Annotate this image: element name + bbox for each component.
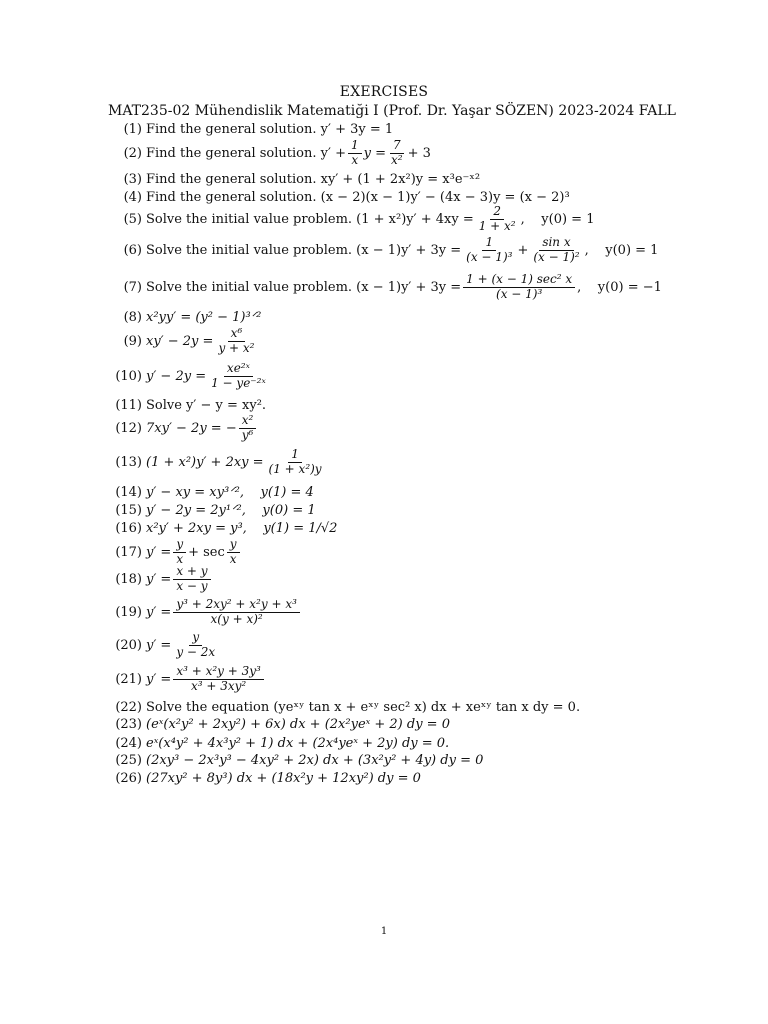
fraction [173,665,264,694]
exercise-prefix: xy′ − 2y = [146,333,214,349]
exercise-suffix: + 3 [407,145,431,161]
exercise-13 [106,448,746,477]
exercise-7 [106,273,746,302]
exercise-15 [106,503,746,518]
exercise-number: (22) [115,700,142,715]
denominator: (x − 1)³ [466,249,513,264]
numerator: 1 [482,236,496,251]
numerator: y [189,631,202,646]
fraction [173,538,186,567]
exercise-22 [106,700,746,715]
exercise-text: (eˣ(x²y² + 2xy²) + 6x) dx + (2x²yeˣ + 2) dy = 0 [146,717,450,732]
fraction [215,327,257,356]
exercise-4 [106,190,746,205]
exercise-suffix: , y(0) = 1 [584,242,659,258]
page-number: 1 [380,926,388,937]
exercise-11 [106,398,746,413]
numerator: 1 [288,448,302,463]
numerator: y [173,538,186,553]
exercise-number: (4) [123,190,142,205]
exercise-24 [106,736,746,751]
exercise-number: (20) [115,637,142,653]
exercise-number: (10) [115,368,142,384]
exercise-prefix: Find the general solution. y′ + [146,145,346,161]
exercise-number: (17) [115,544,142,560]
page-title: EXERCISES [339,84,429,100]
exercise-25 [106,753,746,768]
fraction [463,273,575,302]
exercise-number: (12) [115,420,142,436]
exercise-number: (18) [115,571,142,587]
exercise-20 [106,631,746,660]
exercise-number: (5) [123,211,142,227]
exercise-number: (9) [123,333,142,349]
exercise-number: (11) [115,398,142,413]
denominator: x [351,152,359,167]
exercise-text: (2xy³ − 2x³y³ − 4xy² + 2x) dx + (3x²y² + 4y) dy = 0 [146,753,484,768]
numerator: x⁶ [228,327,246,342]
exercise-text: Find the general solution. y′ + 3y = 1 [146,122,394,137]
exercise-mid: y = [363,145,386,161]
denominator: y⁶ [241,427,254,442]
exercise-text: eˣ(x⁴y² + 4x³y² + 1) dx + (2x⁴yeˣ + 2y) dy = 0. [146,736,450,751]
fraction [173,598,300,627]
exercise-prefix: Solve the initial value problem. (1 + x²)y′ + 4xy = [146,211,474,227]
exercise-16 [106,521,746,536]
denominator: x [229,551,237,566]
exercise-text: Solve the equation (yeˣʸ tan x + eˣʸ sec² x) dx + xeˣʸ tan x dy = 0. [146,700,581,715]
numerator: 7 [390,139,404,154]
exercise-10 [106,362,746,391]
denominator: y − 2x [176,644,216,659]
exercise-text: y′ − xy = xy³ᐟ², y(1) = 4 [146,485,314,500]
fraction [388,139,406,168]
exercise-prefix: y′ − 2y = [146,368,207,384]
exercise-prefix: 7xy′ − 2y = − [146,420,237,436]
exercise-14 [106,485,746,500]
exercise-number: (1) [123,122,142,137]
fraction [173,631,218,660]
exercise-number: (6) [123,242,142,258]
denominator: x [176,551,184,566]
exercise-text: Find the general solution. xy′ + (1 + 2x²)y = x³e⁻ˣ² [146,172,481,187]
denominator: x² [390,152,403,167]
exercise-number: (23) [115,717,142,732]
fraction [173,565,210,594]
numerator: xe²ˣ [224,362,253,377]
exercise-text: x²y′ + 2xy = y³, y(1) = 1/√2 [146,521,338,536]
exercise-2 [106,139,746,168]
exercise-number: (25) [115,753,142,768]
course-heading: MAT235-02 Mühendislik Matematiği I (Prof. Dr. Yaşar SÖZEN) 2023-2024 FALL [108,103,676,119]
exercise-5 [106,205,746,234]
exercise-26 [106,771,746,786]
denominator: 1 + x² [478,218,516,233]
exercise-prefix: y′ = [146,604,172,620]
exercise-17 [106,538,746,567]
exercise-6 [106,236,746,265]
fraction [266,448,325,477]
denominator: (1 + x²)y [268,461,322,476]
fraction [463,236,515,265]
exercise-prefix: Solve the initial value problem. (x − 1)y′ + 3y = [146,242,462,258]
numerator: 1 [348,139,362,154]
denominator: (x − 1)² [533,249,580,264]
exercise-text: (27xy² + 8y³) dx + (18x²y + 12xy²) dy = 0 [146,771,421,786]
exercise-mid: + [517,242,529,258]
exercise-text: Solve y′ − y = xy². [146,398,267,413]
fraction [239,414,257,443]
exercise-number: (24) [115,736,142,751]
exercise-number: (26) [115,771,142,786]
numerator: x + y [173,565,210,580]
denominator: x − y [176,578,208,593]
exercise-number: (21) [115,671,142,687]
numerator: 1 + (x − 1) sec² x [463,273,575,288]
fraction [208,362,269,391]
exercise-prefix: y′ = [146,671,172,687]
fraction [227,538,240,567]
exercise-number: (16) [115,521,142,536]
numerator: 2 [490,205,504,220]
exercise-suffix: , y(0) = −1 [577,279,662,295]
fraction [348,139,362,168]
exercise-19 [106,598,746,627]
denominator: y + x² [218,340,255,355]
exercise-23 [106,717,746,732]
exercise-prefix: (1 + x²)y′ + 2xy = [146,454,264,470]
exercise-mid: + sec [188,544,225,560]
exercise-number: (7) [123,279,142,295]
exercise-21 [106,665,746,694]
exercise-number: (8) [123,310,142,325]
exercise-text: x²yy′ = (y² − 1)³ᐟ² [146,310,262,325]
exercise-prefix: y′ = [146,544,172,560]
exercise-number: (14) [115,485,142,500]
exercise-prefix: y′ = [146,571,172,587]
numerator: y [227,538,240,553]
fraction [530,236,582,265]
exercise-text: Find the general solution. (x − 2)(x − 1)y′ − (4x − 3)y = (x − 2)³ [146,190,570,205]
exercise-prefix: Solve the initial value problem. (x − 1)y′ + 3y = [146,279,462,295]
exercise-1 [106,122,746,137]
exercise-18 [106,565,746,594]
exercise-text: y′ − 2y = 2y¹ᐟ², y(0) = 1 [146,503,316,518]
exercise-number: (13) [115,454,142,470]
numerator: x² [239,414,257,429]
exercise-9 [106,327,746,356]
denominator: x³ + 3xy² [190,678,247,693]
fraction [476,205,519,234]
exercise-number: (15) [115,503,142,518]
exercise-number: (3) [123,172,142,187]
denominator: x(y + x)² [210,611,263,626]
exercise-number: (19) [115,604,142,620]
exercise-prefix: y′ = [146,637,172,653]
numerator: x³ + x²y + 3y³ [173,665,264,680]
denominator: 1 − ye⁻²ˣ [211,375,266,390]
exercise-number: (2) [123,145,142,161]
numerator: y³ + 2xy² + x²y + x³ [173,598,300,613]
exercise-3 [106,172,746,187]
exercise-8 [106,310,746,325]
denominator: (x − 1)³ [496,286,543,301]
exercise-suffix: , y(0) = 1 [520,211,595,227]
exercise-12 [106,414,746,443]
numerator: sin x [539,236,573,251]
